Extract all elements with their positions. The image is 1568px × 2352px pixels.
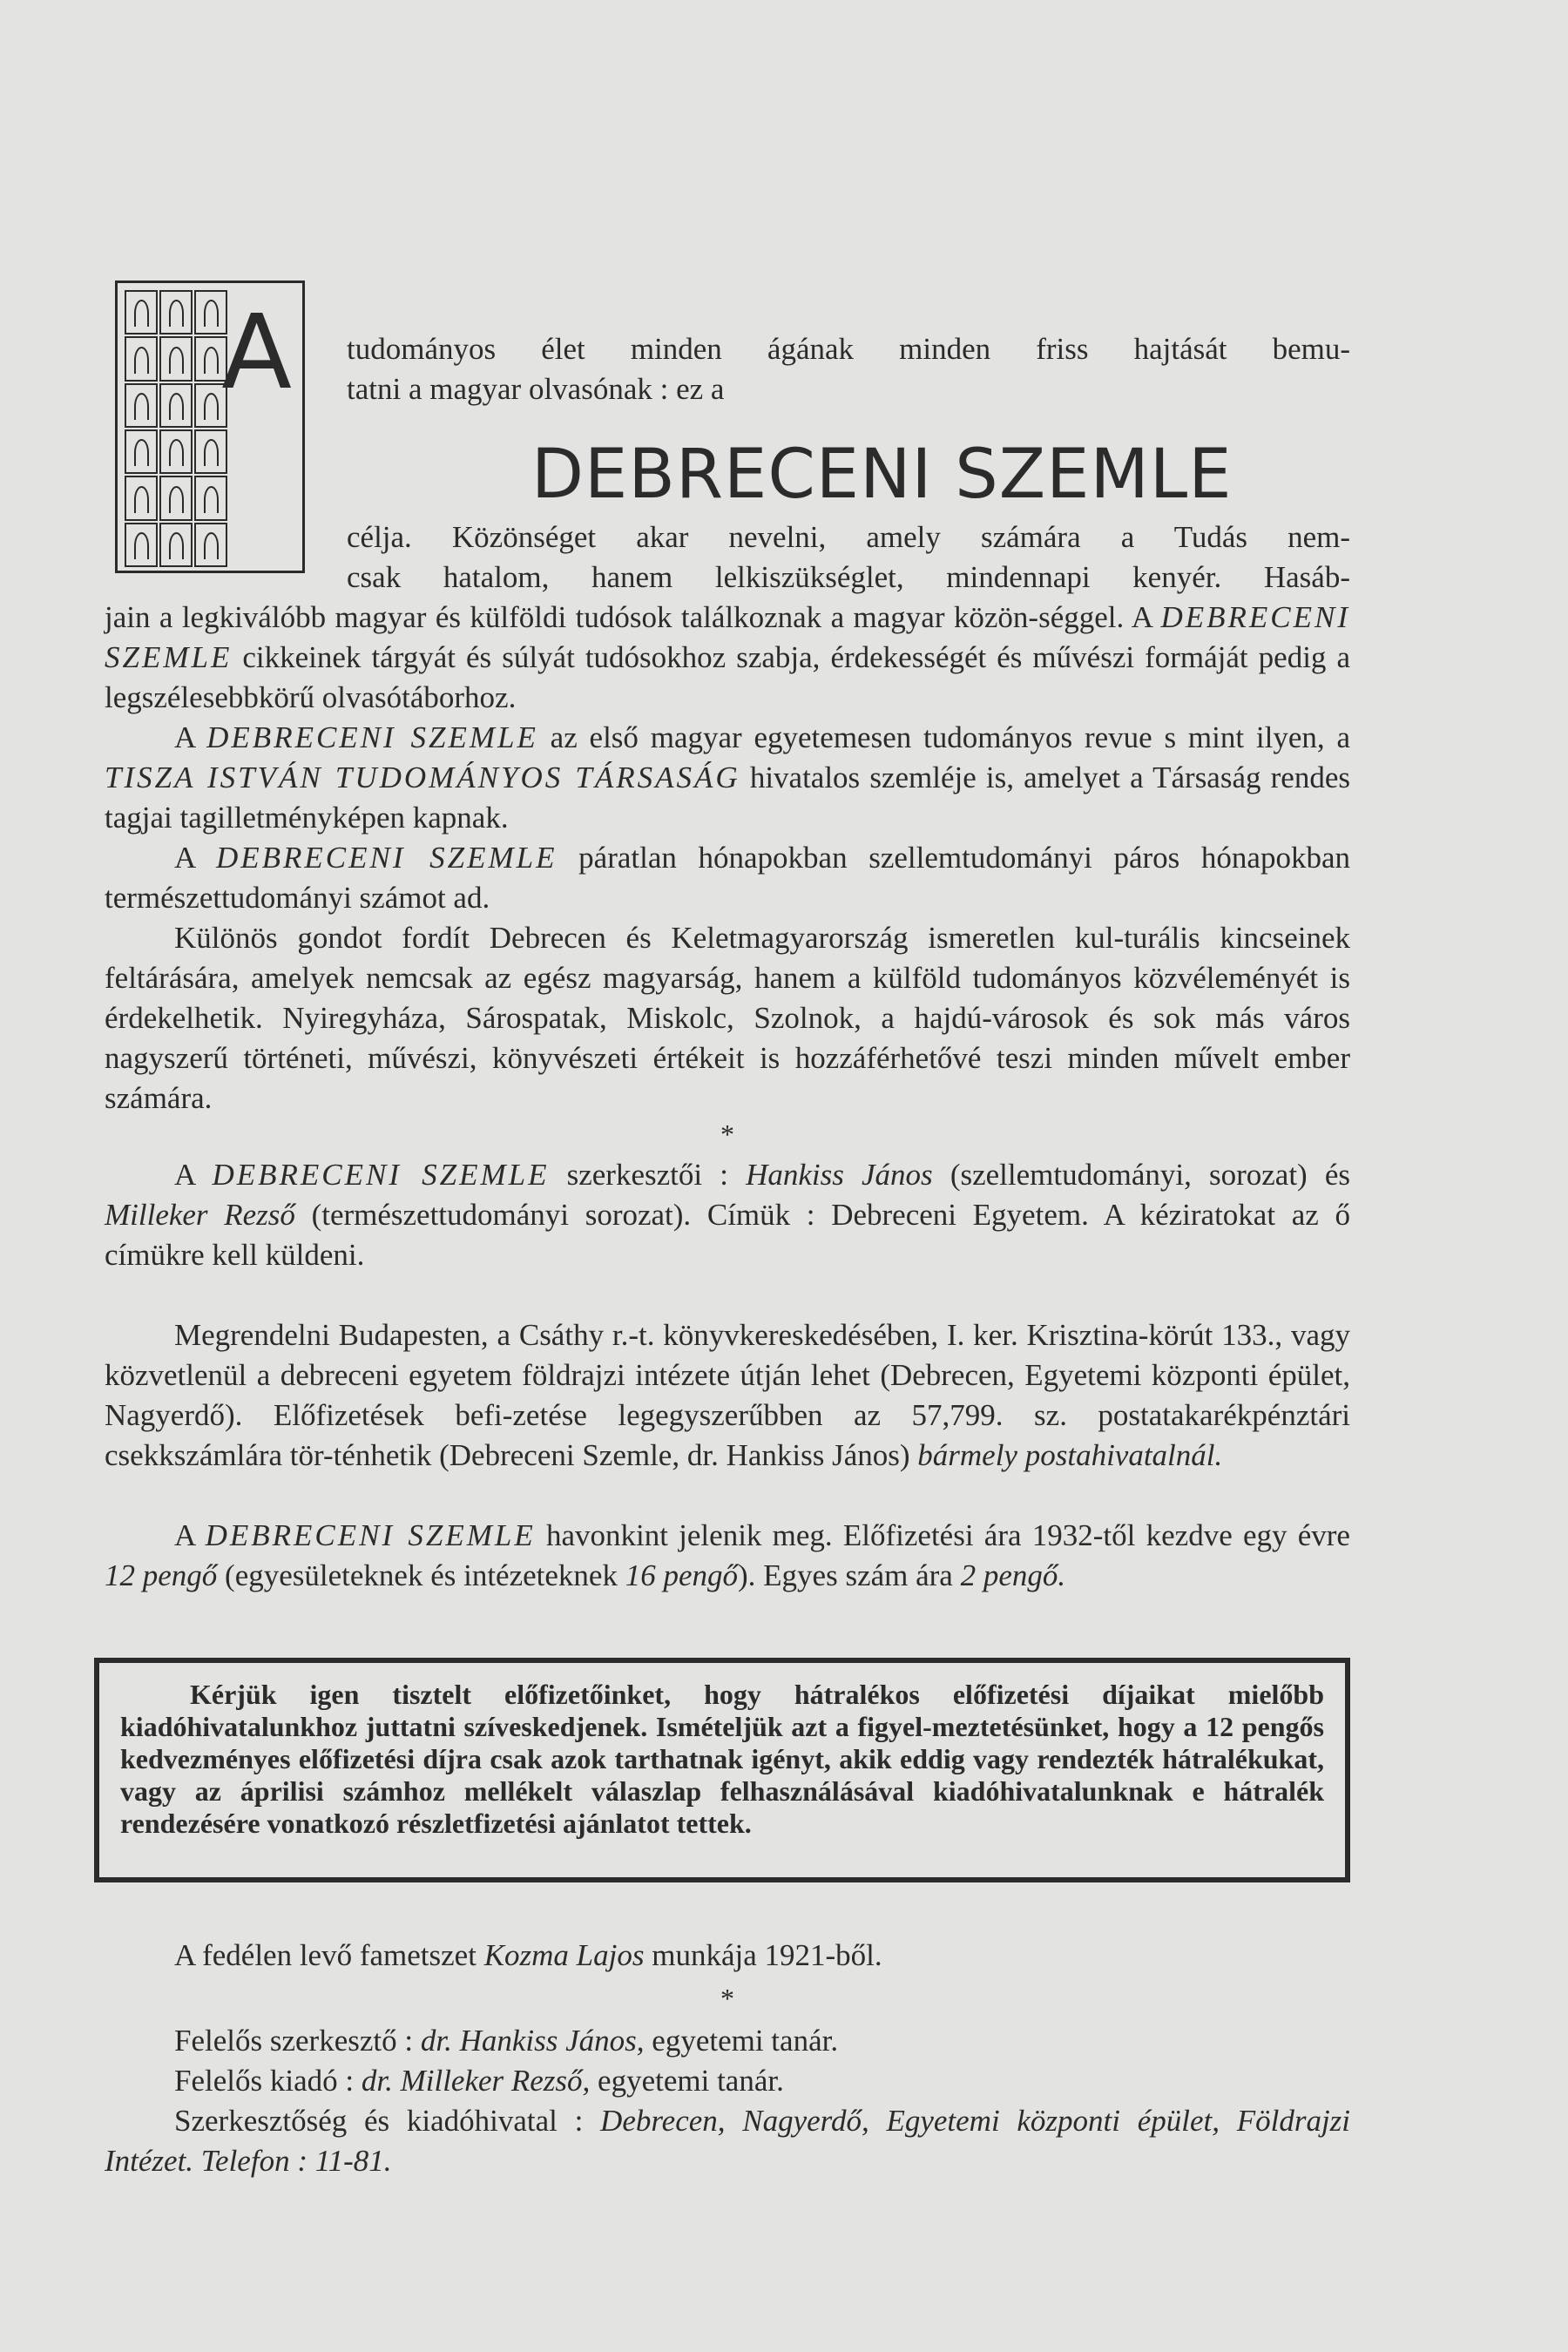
imprint-office: Szerkesztőség és kiadóhivatal : Debrecen, Nagyerdő, Egyetemi központi épület, Földrajzi Intézet. Telefon : 11-81. (105, 2104, 1351, 2178)
imprint-editor: Felelős szerkesztő : dr. Hankiss János, egyetemi tanár. (174, 2024, 839, 2058)
intro-text (347, 329, 1350, 409)
cover-credit: A fedélen levő fametszet Kozma Lajos munkája 1921-ből. (174, 1938, 882, 1972)
society-name: TISZA ISTVÁN TUDOMÁNYOS TÁRSASÁG (105, 760, 740, 794)
payment-notice-box (94, 1658, 1350, 1882)
journal-title: DEBRECENI SZEMLE (531, 436, 1233, 514)
editors-paragraph: A DEBRECENI SZEMLE szerkesztői : Hankiss János (szellemtudományi, sorozat) és Milleker Rezső (természettudományi sorozat). Címük : Debreceni Egyetem. A kéziratokat az ő címükre kell küldeni. (105, 1158, 1350, 1272)
journal-name: DEBRECENI SZEMLE (105, 600, 1350, 674)
paragraph-2: A DEBRECENI SZEMLE az első magyar egyetemesen tudományos revue s mint ilyen, a TISZA ISTVÁN TUDOMÁNYOS TÁRSASÁG hivatalos szemléje is, amelyet a Társaság rendes tagjai tagilletményképen kapnak. (105, 720, 1350, 835)
separator-star-2: * (720, 1983, 734, 2014)
decorative-initial (115, 280, 305, 573)
payment-notice-text: Kérjük igen tisztelt előfizetőinket, hogy hátralékos előfizetési díjaikat mielőbb kiadóhivatalunkhoz juttatni szíveskedjenek. Ismételjük azt a figyel-meztetésünket, hogy a 12 pengős kedvezményes előfizetési díjra csak azok tarthatnak igényt, akik eddig vagy rendezték hátralékukat, vagy az áprilisi számhoz mellékelt válaszlap felhasználásával kiadóhivatalunknak e hátralék rendezésére vonatkozó részletfizetési ajánlatot tettek. (120, 1679, 1324, 1839)
main-text (105, 598, 1350, 1596)
intro-line-2: tatni a magyar olvasónak : ez a (347, 372, 725, 406)
paragraph-1-head (347, 517, 1350, 598)
editor-1: Hankiss János (746, 1158, 933, 1192)
initial-ornament (125, 290, 227, 567)
artist-name: Kozma Lajos (483, 1938, 645, 1972)
journal-name: DEBRECENI SZEMLE (216, 841, 558, 875)
editor-2: Milleker Rezső (105, 1198, 295, 1232)
price-paragraph: A DEBRECENI SZEMLE havonkint jelenik meg. Előfizetési ára 1932-től kezdve egy évre 12 pengő (egyesületeknek és intézeteknek 16 pengő). Egyes szám ára 2 pengő. (105, 1518, 1350, 1592)
order-paragraph: Megrendelni Budapesten, a Csáthy r.-t. könyvkereskedésében, I. ker. Krisztina-körút 133., vagy közvetlenül a debreceni egyetem földrajzi intézete útján lehet (Debrecen, Egyetemi központi épület, Nagyerdő). Előfizetések befi-zetése legegyszerűbben az 57,799. sz. postatakarékpénztári csekkszámlára tör-ténhetik (Debreceni Szemle, dr. Hankiss János) bármely postahivatalnál. (105, 1318, 1350, 1472)
paragraph-1-rest: jain a legkiválóbb magyar és külföldi tudósok találkoznak a magyar közön-séggel. A DEBRECENI SZEMLE cikkeinek tárgyát és súlyát tudósokhoz szabja, érdekességét és művészi formáját pedig a legszélesebbkörű olvasótáborhoz. (105, 600, 1350, 714)
intro-line-1: tudományos élet minden ágának minden friss hajtását bemu- (347, 332, 1350, 366)
initial-letter: A (221, 292, 292, 412)
p1-line-b: csak hatalom, hanem lelkiszükséglet, mindennapi kenyér. Hasáb- (347, 560, 1350, 594)
paragraph-4: Különös gondot fordít Debrecen és Keletmagyarország ismeretlen kul-turális kincseinek feltárására, amelyek nemcsak az egész magyarság, hanem a külföld tudományos közvéleményét is érdekelhetik. Nyiregyháza, Sárospatak, Miskolc, Szolnok, a hajdú-városok és sok más város nagyszerű történeti, művészi, könyvészeti értékeit is hozzáférhetővé teszi minden művelt ember számára. (105, 921, 1350, 1115)
footer-text (105, 1936, 1350, 2181)
imprint-publisher: Felelős kiadó : dr. Milleker Rezső, egyetemi tanár. (174, 2064, 784, 2098)
journal-name: DEBRECENI SZEMLE (206, 720, 538, 754)
separator-star: * (720, 1119, 734, 1150)
paragraph-3: A DEBRECENI SZEMLE páratlan hónapokban szellemtudományi páros hónapokban természettudományi számot ad. (105, 841, 1350, 915)
p1-line-a: célja. Közönséget akar nevelni, amely számára a Tudás nem- (347, 520, 1350, 554)
